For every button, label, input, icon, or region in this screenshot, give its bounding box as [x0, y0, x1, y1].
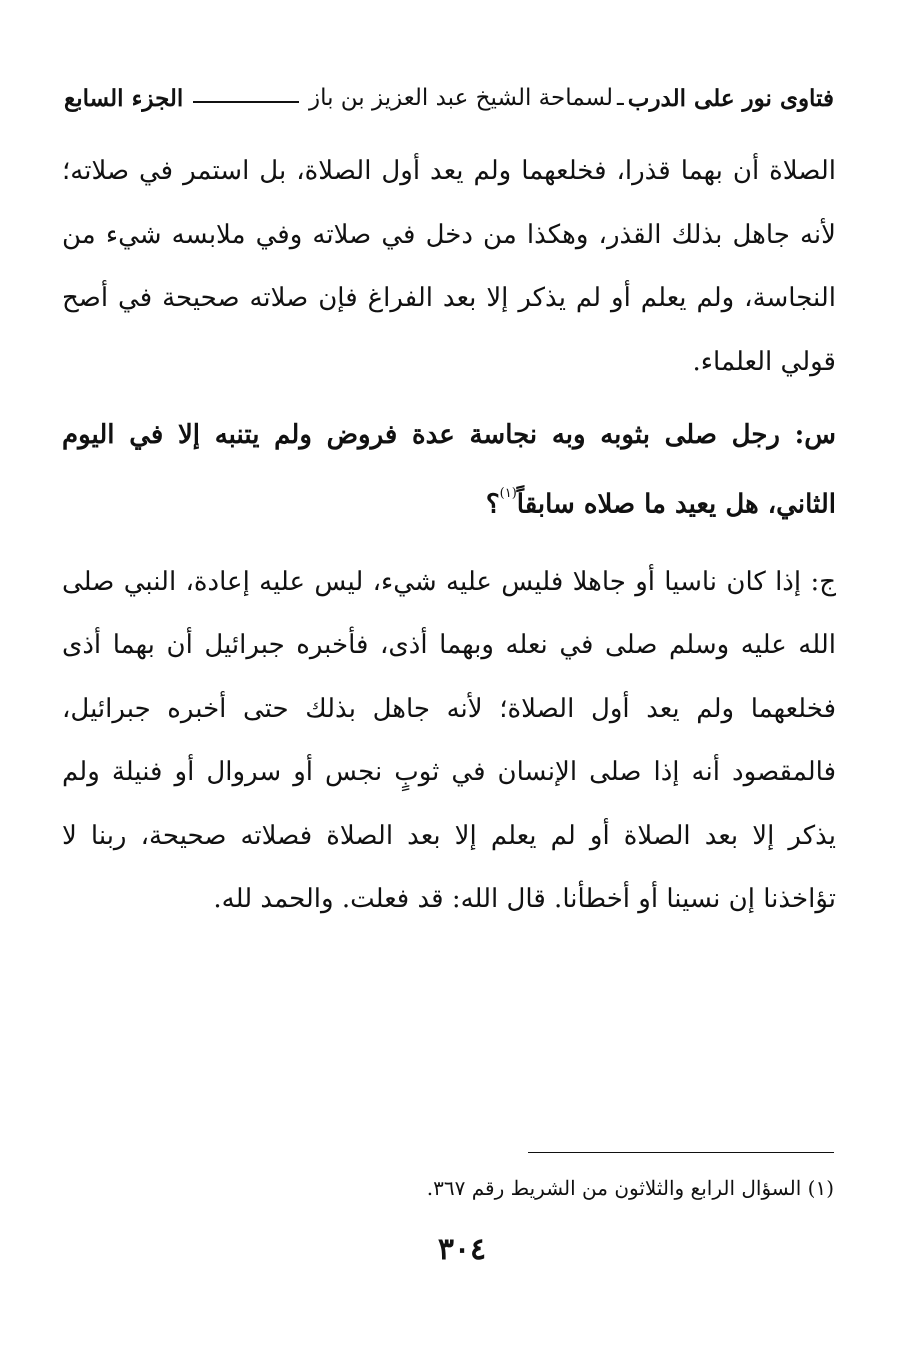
author-name: لسماحة الشيخ عبد العزيز بن باز [308, 85, 614, 111]
running-header [64, 78, 834, 118]
header-separator: ـ [617, 85, 624, 111]
continuation-paragraph: الصلاة أن بهما قذرا، فخلعهما ولم يعد أول الصلاة، بل استمر في صلاته؛ لأنه جاهل بذلك القذر، وهكذا من دخل في صلاته وفي ملابسه شيء من النجاسة، ولم يعلم أو لم يذكر إلا بعد الفراغ فإن صلاته صحيحة في أصح قولي العلماء. [62, 156, 836, 377]
book-title: فتاوى نور على الدرب [627, 84, 834, 112]
footnote: (١) السؤال الرابع والثلاثون من الشريط رقم ٣٦٧. [426, 1176, 834, 1200]
page-number: ٣٠٤ [437, 1232, 487, 1267]
question-paragraph [62, 404, 836, 537]
volume-label: الجزء السابع [64, 84, 184, 112]
answer-paragraph: ج: إذا كان ناسيا أو جاهلا فليس عليه شيء، ليس عليه إعادة، النبي صلى الله عليه وسلم صلى في نعله وبهما أذى، فأخبره جبرائيل أن بهما أذى فخلعهما ولم يعد أول الصلاة؛ لأنه جاهل بذلك حتى أخبره جبرائيل، فالمقصود أنه إذا صلى الإنسان في ثوبٍ نجس أو سروال أو فنيلة ولم يذكر إلا بعد الصلاة أو لم يعلم إلا بعد الصلاة فصلاته صحيحة، ربنا لا تؤاخذنا إن نسينا أو أخطأنا. قال الله: قد فعلت. والحمد لله. [62, 566, 836, 915]
question-mark: ؟ [485, 489, 500, 520]
footnote-reference: (١) [499, 485, 517, 501]
footnote-divider [528, 1152, 834, 1153]
main-text [62, 140, 836, 932]
header-rule [193, 101, 299, 103]
question-text: س: رجل صلى بثوبه وبه نجاسة عدة فروض ولم يتنبه إلا في اليوم الثاني، هل يعيد ما صلاه سابقاً [62, 420, 836, 520]
